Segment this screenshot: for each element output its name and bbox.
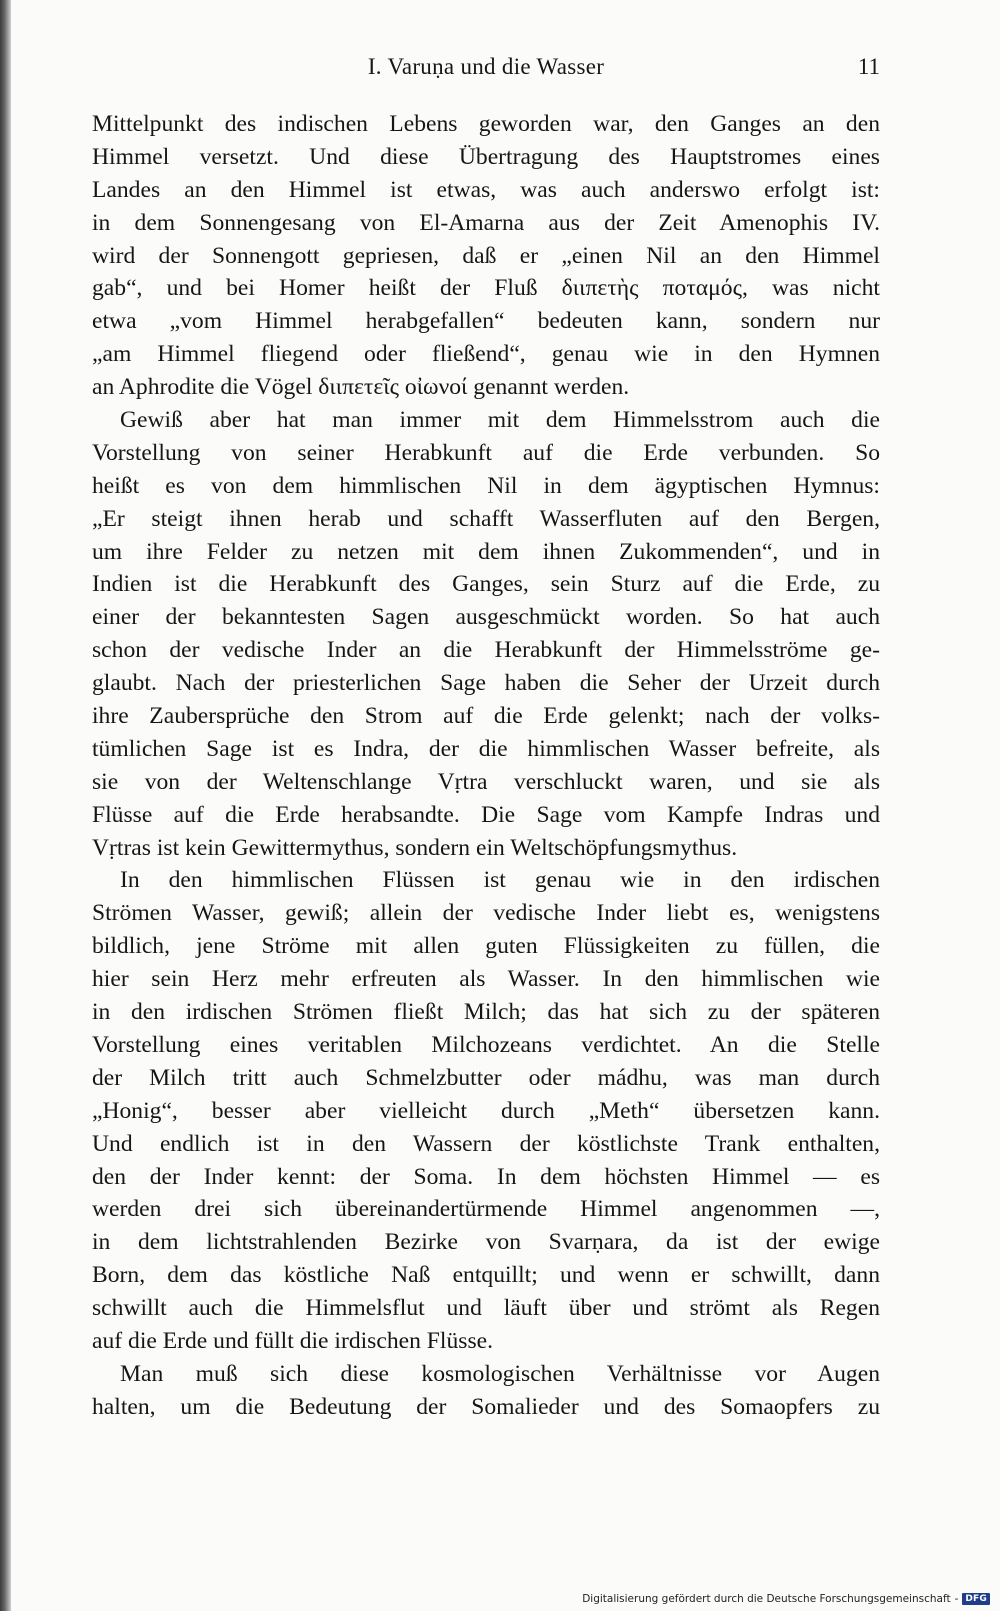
text-line: „am Himmel fliegend oder fließend“, genau wie in den Hymnen — [92, 341, 880, 368]
text-line: Man muß sich diese kosmologischen Verhältnisse vor Augen — [120, 1360, 880, 1387]
text-line: um ihre Felder zu netzen mit dem ihnen Zukommenden“, und in — [92, 538, 880, 565]
text-line: tümlichen Sage ist es Indra, der die himmlischen Wasser befreite, als — [92, 735, 880, 762]
text-line: der Milch tritt auch Schmelzbutter oder mádhu, was man durch — [92, 1064, 880, 1091]
text-line: „Honig“, besser aber vielleicht durch „Meth“ übersetzen kann. — [92, 1097, 880, 1124]
text-line: Gewiß aber hat man immer mit dem Himmelsstrom auch die — [120, 407, 880, 434]
text-line: einer der bekanntesten Sagen ausgeschmückt worden. So hat auch — [92, 604, 880, 631]
text-line: glaubt. Nach der priesterlichen Sage haben die Seher der Urzeit durch — [92, 670, 880, 697]
text-line: schon der vedische Inder an die Herabkunft der Himmelsströme ge- — [92, 637, 880, 664]
credit-text: Digitalisierung gefördert durch die Deutsche Forschungsgemeinschaft — [582, 1593, 951, 1605]
text-line: halten, um die Bedeutung der Somalieder und des Somaopfers zu — [92, 1393, 880, 1420]
text-line: bildlich, jene Ströme mit allen guten Flüssigkeiten zu füllen, die — [92, 933, 880, 960]
text-line: Strömen Wasser, gewiß; allein der vedische Inder liebt es, wenigstens — [92, 900, 880, 927]
text-line: den der Inder kennt: der Soma. In dem höchsten Himmel — es — [92, 1163, 880, 1190]
text-line: hier sein Herz mehr erfreuten als Wasser. In den himmlischen wie — [92, 966, 880, 993]
dfg-logo-icon: DFG — [962, 1593, 990, 1605]
text-line: Indien ist die Herabkunft des Ganges, sein Sturz auf die Erde, zu — [92, 571, 880, 598]
running-title: I. Varuṇa und die Wasser — [367, 54, 605, 79]
text-line: Vṛtras ist kein Gewittermythus, sondern ein Weltschöpfungsmythus. — [92, 834, 738, 861]
text-line: schwillt auch die Himmelsflut und läuft über und strömt als Regen — [92, 1295, 880, 1322]
text-line: in dem lichtstrahlenden Bezirke von Svarṇara, da ist der ewige — [92, 1229, 880, 1256]
text-line: ihre Zaubersprüche den Strom auf die Erde gelenkt; nach der volks- — [92, 703, 880, 730]
text-line: Himmel versetzt. Und diese Übertragung des Hauptstromes eines — [92, 143, 880, 170]
running-header — [92, 54, 880, 86]
body-text — [92, 108, 880, 1424]
text-line: wird der Sonnengott gepriesen, daß er „einen Nil an den Himmel — [92, 242, 880, 269]
text-line: „Er steigt ihnen herab und schafft Wasserfluten auf den Bergen, — [92, 505, 880, 532]
page-binding-shadow — [0, 0, 11, 1611]
text-line: Mittelpunkt des indischen Lebens geworden war, den Ganges an den — [92, 111, 880, 137]
text-line: Vorstellung von seiner Herabkunft auf die Erde verbunden. So — [92, 439, 880, 466]
text-line: in den irdischen Strömen fließt Milch; das hat sich zu der späteren — [92, 999, 880, 1026]
page-number: 11 — [857, 54, 880, 79]
text-line: sie von der Weltenschlange Vṛtra verschluckt waren, und sie als — [92, 768, 880, 795]
text-line: Vorstellung eines veritablen Milchozeans verdichtet. An die Stelle — [92, 1031, 880, 1058]
text-line: In den himmlischen Flüssen ist genau wie in den irdischen — [120, 867, 880, 894]
text-line: Flüsse auf die Erde herabsandte. Die Sage vom Kampfe Indras und — [92, 801, 880, 828]
text-line: werden drei sich übereinandertürmende Himmel angenommen —, — [92, 1196, 880, 1223]
text-line: etwa „vom Himmel herabgefallen“ bedeuten kann, sondern nur — [92, 308, 880, 335]
text-line: auf die Erde und füllt die irdischen Flüsse. — [92, 1327, 494, 1354]
text-line: heißt es von dem himmlischen Nil in dem ägyptischen Hymnus: — [92, 472, 880, 499]
credit-separator: - — [954, 1593, 959, 1605]
digitization-credit — [582, 1593, 990, 1605]
text-line: Und endlich ist in den Wassern der köstlichste Trank enthalten, — [92, 1130, 880, 1157]
text-line: Born, dem das köstliche Naß entquillt; und wenn er schwillt, dann — [92, 1262, 880, 1289]
text-line: in dem Sonnengesang von El-Amarna aus der Zeit Amenophis IV. — [92, 209, 880, 236]
text-line: gab“, und bei Homer heißt der Fluß διιπετὴς ποταμός, was nicht — [92, 275, 880, 302]
text-line: an Aphrodite die Vögel διιπετεῖς οἰωνοί genannt werden. — [92, 374, 630, 401]
text-line: Landes an den Himmel ist etwas, was auch anderswo erfolgt ist: — [92, 176, 880, 203]
